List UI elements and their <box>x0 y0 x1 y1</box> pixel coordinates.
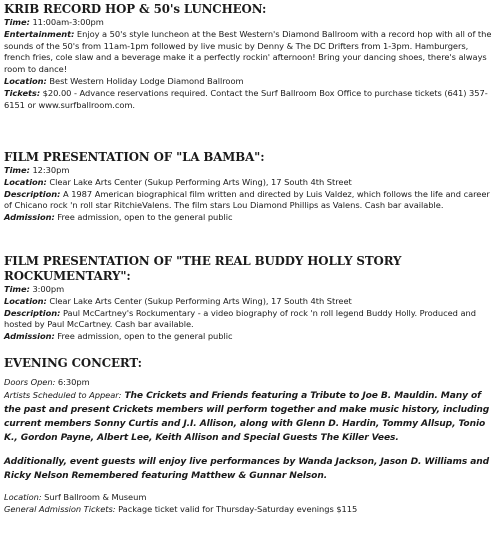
section-heading: FILM PRESENTATION OF "LA BAMBA": <box>4 150 265 164</box>
location-label: Location: <box>4 492 42 503</box>
additional-paragraph: Additionally, event guests will enjoy live performances by Wanda Jackson, Jason D. Williams and Ricky Nelson Remembered featuring Matthew & Gunnar Nelson. <box>4 456 490 481</box>
location-line <box>4 76 496 88</box>
tickets-value: $20.00 - Advance reservations required. Contact the Surf Ballroom Box Office to purchase tickets (641) 357-6151 or www.surfballroom.com. <box>4 87 488 110</box>
time-value: 3:00pm <box>29 284 65 294</box>
doors-value: 6:30pm <box>55 377 90 387</box>
ga-tickets-line <box>4 504 496 516</box>
location-value: Surf Ballroom & Museum <box>41 492 147 503</box>
location-label: Location: <box>4 295 47 306</box>
location-line <box>4 296 496 308</box>
section-record-hop <box>4 2 496 111</box>
section-la-bamba <box>4 150 496 224</box>
entertainment-line <box>4 29 496 76</box>
time-label: Time: <box>4 165 30 175</box>
location-line <box>4 177 496 189</box>
description-value: Paul McCartney's Rockumentary - a video biography of rock 'n roll legend Buddy Holly. Produced and hosted by Paul McCartney. Cash bar available. <box>4 307 476 330</box>
section-evening-concert <box>4 356 496 516</box>
admission-value: Free admission, open to the general public <box>54 212 233 223</box>
doors-line <box>4 377 496 389</box>
time-line <box>4 165 496 177</box>
admission-line <box>4 331 496 343</box>
section-buddy-holly <box>4 254 496 343</box>
doors-label: Doors Open: <box>4 377 56 387</box>
description-label: Description: <box>4 307 61 318</box>
admission-label: Admission: <box>4 331 55 342</box>
description-line <box>4 189 496 213</box>
location-label: Location: <box>4 176 47 187</box>
time-label: Time: <box>4 17 30 27</box>
ga-tickets-value: Package ticket valid for Thursday-Saturday evenings $115 <box>115 503 358 514</box>
section-heading: EVENING CONCERT: <box>4 356 142 370</box>
tickets-line <box>4 88 496 112</box>
artists-value: The Crickets and Friends featuring a Tribute to Joe B. Mauldin. Many of the past and present Crickets members will perform together and make music history, including current members Sonny Curtis and J.I. Allison, along with Glenn D. Hardin, Tommy Allsup, Tonio K., Gordon Payne, Albert Lee, Keith Allison and Special Guests The Killer Vees. <box>4 390 490 444</box>
ga-tickets-label: General Admission Tickets: <box>4 503 116 514</box>
location-label: Location: <box>4 75 47 86</box>
description-value: A 1987 American biographical film written and directed by Luis Valdez, which follows the life and career of Chicano rock 'n roll star RitchieValens. The film stars Lou Diamond Phillips as Valens. Cash bar available. <box>4 188 490 211</box>
artists-label: Artists Scheduled to Appear: <box>4 389 122 400</box>
tickets-label: Tickets: <box>4 87 41 98</box>
admission-label: Admission: <box>4 212 55 223</box>
artists-paragraph <box>4 389 496 446</box>
location-value: Clear Lake Arts Center (Sukup Performing Arts Wing), 17 South 4th Street <box>46 295 352 306</box>
time-line <box>4 17 496 29</box>
description-label: Description: <box>4 188 61 199</box>
entertainment-value: Enjoy a 50's style luncheon at the Best Western's Diamond Ballroom with a record hop with all of the sounds of the 50's from 11am-1pm followed by live music by Denny & The DC Drifters from 1-3pm. Hamburgers, french fries, cole slaw and a beverage make it a perfectly rockin' afternoon! Bring your dancing shoes, there's always room to dance! <box>4 28 492 75</box>
time-value: 12:30pm <box>29 165 70 175</box>
time-value: 11:00am-3:00pm <box>29 17 104 27</box>
location-value: Clear Lake Arts Center (Sukup Performing Arts Wing), 17 South 4th Street <box>46 176 352 187</box>
admission-value: Free admission, open to the general public <box>54 331 233 342</box>
admission-line <box>4 212 496 224</box>
section-heading: KRIB RECORD HOP & 50's LUNCHEON: <box>4 2 267 16</box>
time-label: Time: <box>4 284 30 294</box>
section-heading: FILM PRESENTATION OF "THE REAL BUDDY HOLLY STORY ROCKUMENTARY": <box>4 254 402 283</box>
entertainment-label: Entertainment: <box>4 28 75 39</box>
time-line <box>4 284 496 296</box>
location-value: Best Western Holiday Lodge Diamond Ballroom <box>46 75 244 86</box>
description-line <box>4 308 496 332</box>
location-line <box>4 492 496 504</box>
